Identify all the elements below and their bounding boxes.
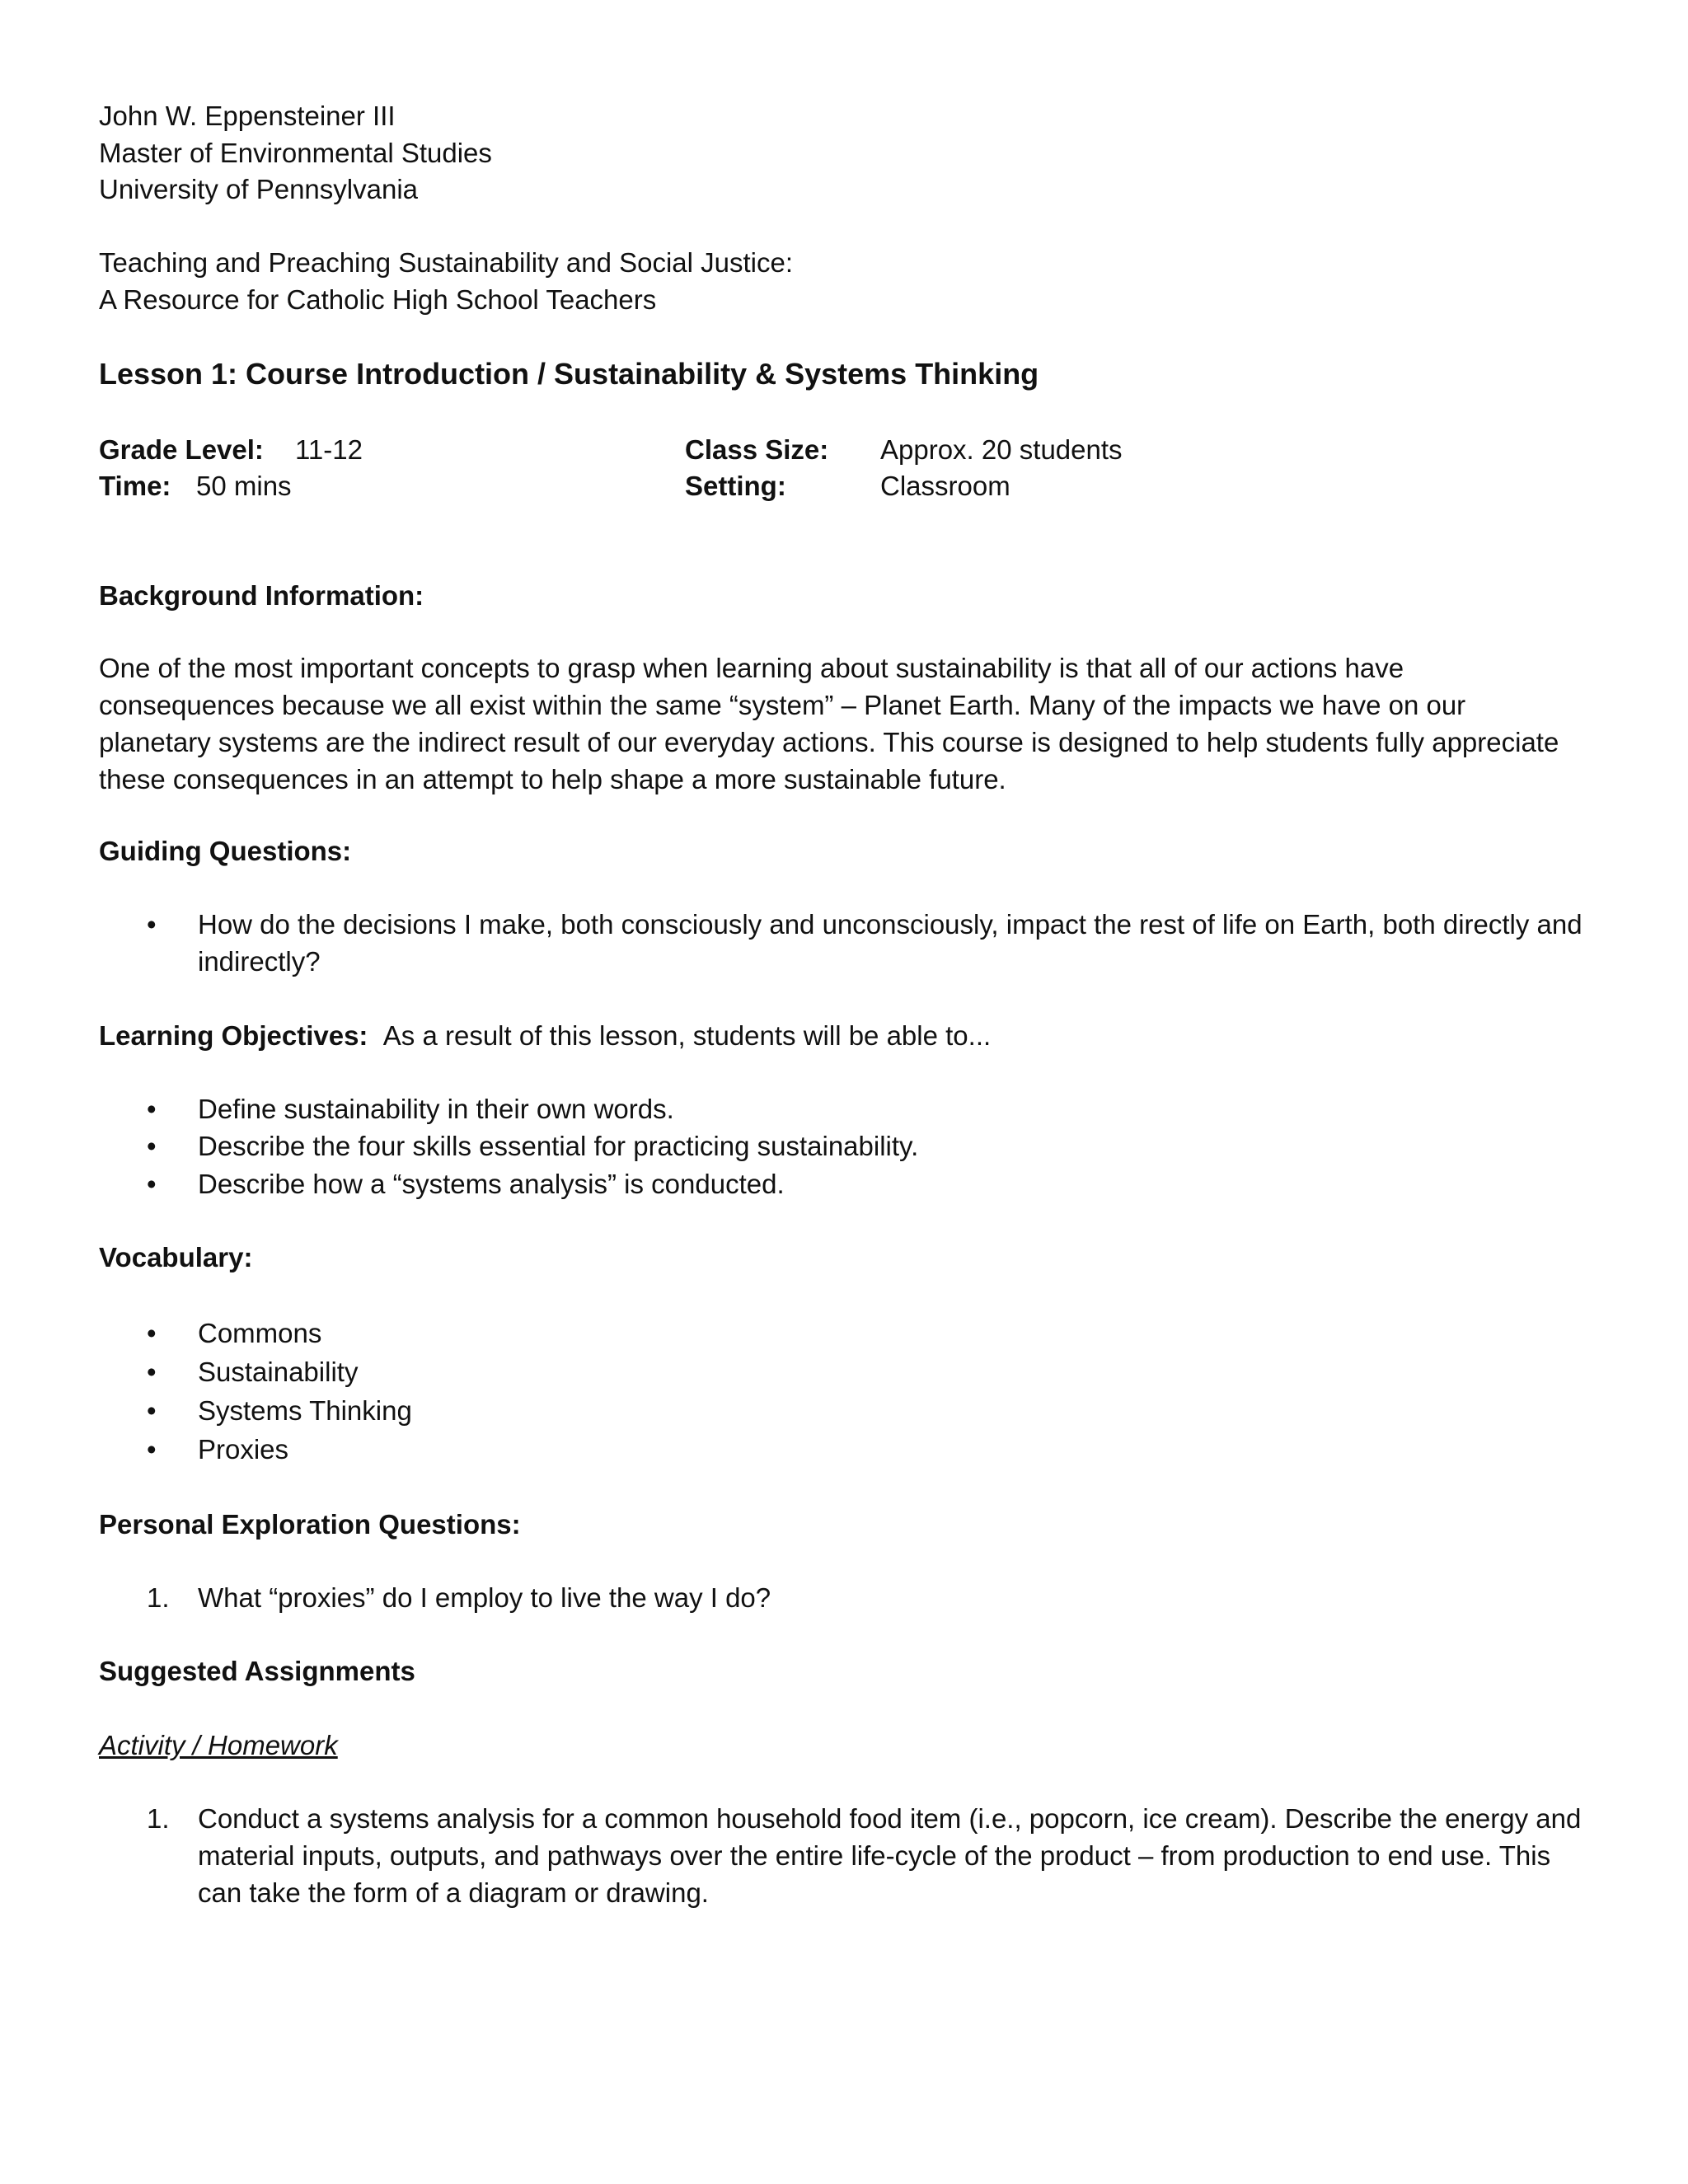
- assignment-item: Conduct a systems analysis for a common household food item (i.e., popcorn, ice cream). Describe the energy and material inputs, outputs, and pathways over the entire life-cycle of the product – from production to end use. This can take the form of a diagram or drawing.: [198, 1803, 1582, 1908]
- grade-level-value: 11-12: [295, 434, 363, 465]
- class-size-label: Class Size:: [685, 434, 829, 465]
- learning-objectives-intro: As a result of this lesson, students will be able to...: [382, 1020, 992, 1051]
- vocabulary-item: Commons: [198, 1318, 322, 1348]
- objective-item: Describe the four skills essential for practicing sustainability.: [198, 1131, 919, 1161]
- objective-item: Describe how a “systems analysis” is conducted.: [198, 1169, 785, 1199]
- time-label: Time:: [99, 471, 171, 501]
- assignment-number: 1.: [147, 1803, 170, 1834]
- bullet-icon: •: [147, 1434, 157, 1465]
- exploration-number: 1.: [147, 1582, 170, 1613]
- background-paragraph: One of the most important concepts to grasp when learning about sustainability is that all of our actions have consequences because we all exist within the same “system” – Planet Earth. Many of the impacts we have on our planetary systems are the indirect result of our everyday actions. This course is designed to help students fully appreciate these consequences in an attempt to help shape a more sustainable future.: [99, 653, 1559, 794]
- guiding-questions-heading: Guiding Questions:: [99, 836, 352, 866]
- resource-title-line2: A Resource for Catholic High School Teachers: [99, 284, 657, 315]
- bullet-icon: •: [147, 1357, 157, 1387]
- vocabulary-item: Systems Thinking: [198, 1395, 412, 1426]
- learning-objectives-heading: Learning Objectives:: [99, 1020, 368, 1051]
- bullet-icon: •: [147, 1395, 157, 1426]
- exploration-item: What “proxies” do I employ to live the way I do?: [198, 1582, 771, 1613]
- author-university: University of Pennsylvania: [99, 174, 419, 204]
- class-size-value: Approx. 20 students: [880, 434, 1123, 465]
- background-heading: Background Information:: [99, 580, 424, 611]
- grade-level-label: Grade Level:: [99, 434, 264, 465]
- bullet-icon: •: [147, 909, 157, 940]
- exploration-heading: Personal Exploration Questions:: [99, 1509, 521, 1540]
- guiding-question-item: How do the decisions I make, both consciously and unconsciously, impact the rest of life on Earth, both directly and indirectly?: [198, 909, 1582, 977]
- author-degree: Master of Environmental Studies: [99, 138, 492, 168]
- vocabulary-heading: Vocabulary:: [99, 1242, 253, 1272]
- author-name: John W. Eppensteiner III: [99, 101, 396, 131]
- bullet-icon: •: [147, 1169, 157, 1199]
- vocabulary-item: Sustainability: [198, 1357, 359, 1387]
- bullet-icon: •: [147, 1094, 157, 1124]
- assignments-subheading: Activity / Homework: [99, 1730, 338, 1760]
- lesson-title: Lesson 1: Course Introduction / Sustainability & Systems Thinking: [99, 357, 1039, 391]
- bullet-icon: •: [147, 1318, 157, 1348]
- objective-item: Define sustainability in their own words.: [198, 1094, 674, 1124]
- setting-value: Classroom: [880, 471, 1010, 501]
- learning-objectives-line: [99, 1017, 991, 1054]
- time-value: 50 mins: [196, 471, 292, 501]
- bullet-icon: •: [147, 1131, 157, 1161]
- resource-title-line1: Teaching and Preaching Sustainability and Social Justice:: [99, 247, 794, 278]
- setting-label: Setting:: [685, 471, 786, 501]
- assignments-heading: Suggested Assignments: [99, 1656, 415, 1686]
- vocabulary-item: Proxies: [198, 1434, 289, 1465]
